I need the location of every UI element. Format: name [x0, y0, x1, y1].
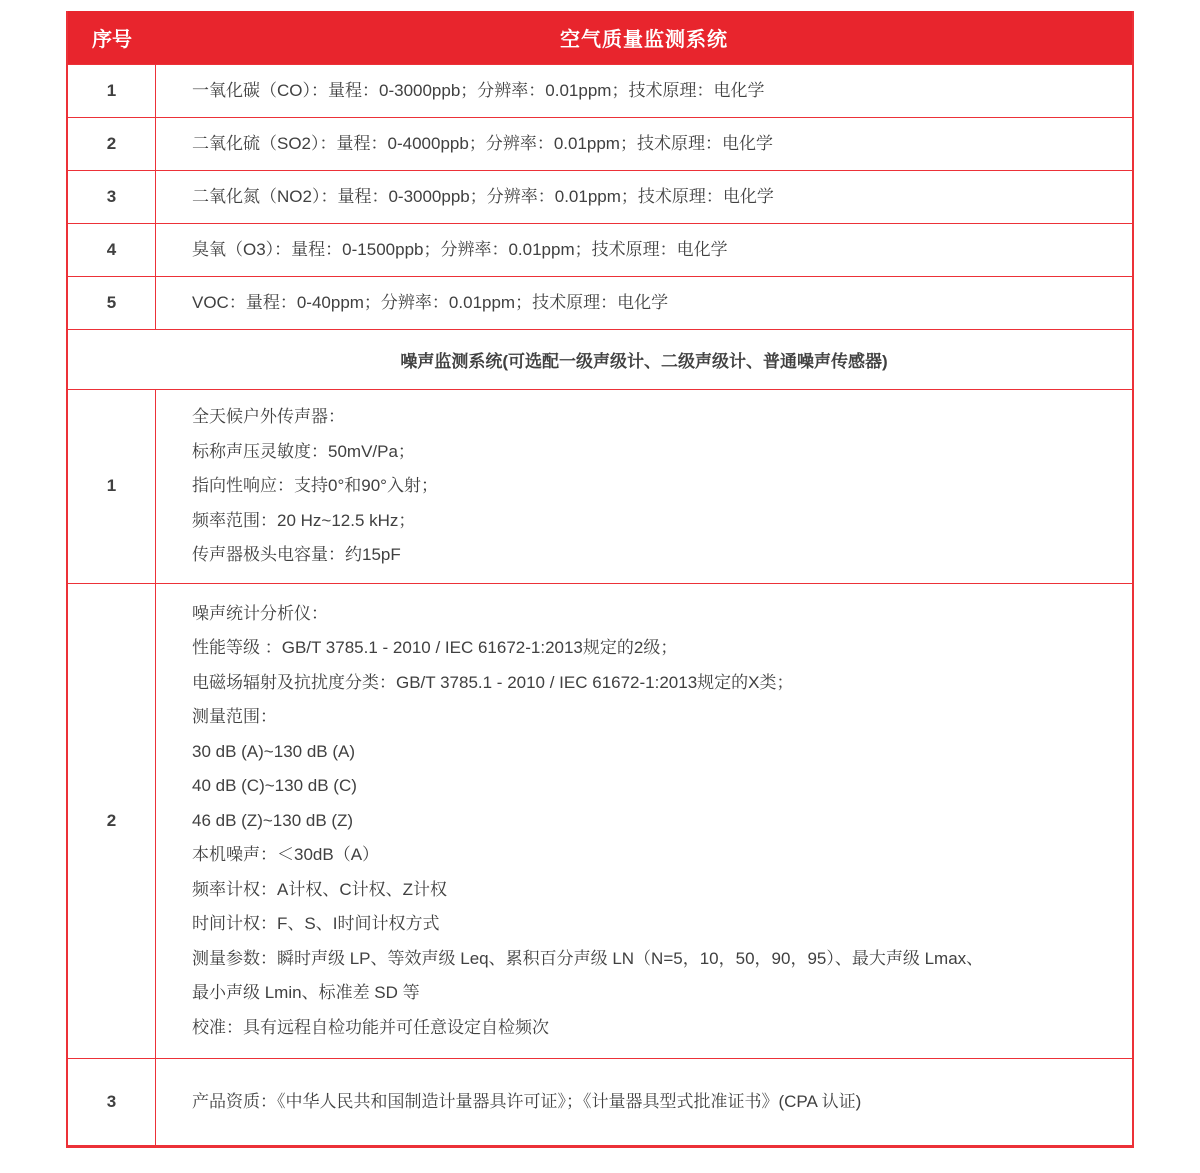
spec-line: 频率计权：A计权、C计权、Z计权 — [192, 879, 447, 899]
row-number: 3 — [68, 1059, 156, 1145]
row-spec — [156, 584, 1132, 1059]
spec-line: 时间计权：F、S、I时间计权方式 — [192, 914, 440, 933]
noise-section-title: 噪声监测系统(可选配一级声级计、二级声级计、普通噪声传感器) — [400, 352, 888, 371]
row-spec — [156, 65, 1132, 117]
table-row — [68, 223, 1132, 276]
spec-line: 臭氧（O3）：量程：0-1500ppb；分辨率：0.01ppm；技术原理：电化学 — [192, 239, 728, 259]
spec-line: 最小声级 Lmin、标准差 SD 等 — [192, 983, 420, 1002]
row-number: 1 — [68, 65, 156, 117]
row-spec — [156, 390, 1132, 583]
spec-line: 二氧化硫（SO2）：量程：0-4000ppb；分辨率：0.01ppm；技术原理：电化学 — [192, 133, 773, 153]
table-row — [68, 117, 1132, 170]
spec-line: 40 dB (C)~130 dB (C) — [192, 776, 357, 795]
table-row — [68, 389, 1132, 583]
spec-line: 30 dB (A)~130 dB (A) — [192, 741, 356, 761]
row-spec — [156, 1059, 1132, 1145]
row-number: 5 — [68, 277, 156, 329]
spec-line: VOC：量程：0-40ppm；分辨率：0.01ppm；技术原理：电化学 — [192, 292, 669, 312]
row-spec — [156, 171, 1132, 223]
row-spec — [156, 224, 1132, 276]
spec-line: 一氧化碳（CO）：量程：0-3000ppb；分辨率：0.01ppm；技术原理：电化学 — [192, 80, 765, 100]
spec-table — [66, 11, 1134, 1148]
spec-line: 传声器极头电容量：约15pF — [192, 545, 401, 564]
spec-line: 标称声压灵敏度：50mV/Pa； — [192, 441, 415, 461]
table-row — [68, 583, 1132, 1059]
table-row — [68, 1058, 1132, 1145]
section-header-row — [68, 329, 1132, 389]
row-number: 3 — [68, 171, 156, 223]
spec-line: 全天候户外传声器： — [192, 407, 345, 426]
spec-line: 测量范围： — [192, 707, 277, 726]
header-serial-number: 序号 — [92, 29, 132, 51]
table-row — [68, 276, 1132, 329]
spec-line: 测量参数：瞬时声级 LP、等效声级 Leq、累积百分声级 LN（N=5，10，50，90，95）、最大声级 Lmax、 — [192, 948, 984, 968]
row-spec — [156, 118, 1132, 170]
row-number: 2 — [68, 118, 156, 170]
spec-line: 产品资质：《中华人民共和国制造计量器具许可证》；《计量器具型式批准证书》(CPA 认证) — [192, 1091, 862, 1111]
spec-line: 校准：具有远程自检功能并可任意设定自检频次 — [192, 1017, 549, 1037]
spec-line: 二氧化氮（NO2）：量程：0-3000ppb；分辨率：0.01ppm；技术原理：电化学 — [192, 186, 774, 206]
spec-line: 指向性响应：支持0°和90°入射； — [192, 476, 438, 495]
header-air-quality-title: 空气质量监测系统 — [560, 29, 728, 51]
row-number: 1 — [68, 390, 156, 583]
row-spec — [156, 277, 1132, 329]
spec-line: 46 dB (Z)~130 dB (Z) — [192, 810, 354, 830]
spec-line: 本机噪声：＜30dB（A） — [192, 845, 380, 864]
row-number: 4 — [68, 224, 156, 276]
spec-line: 频率范围：20 Hz~12.5 kHz； — [192, 510, 416, 530]
spec-line: 性能等级 ：GB/T 3785.1 - 2010 / IEC 61672-1:2013规定的2级； — [192, 638, 678, 657]
table-header — [68, 11, 1132, 64]
table-row — [68, 64, 1132, 117]
spec-line: 噪声统计分析仪： — [192, 603, 328, 623]
spec-line: 电磁场辐射及抗扰度分类：GB/T 3785.1 - 2010 / IEC 61672-1:2013规定的X类； — [192, 672, 794, 692]
row-number: 2 — [68, 584, 156, 1059]
table-row — [68, 170, 1132, 223]
